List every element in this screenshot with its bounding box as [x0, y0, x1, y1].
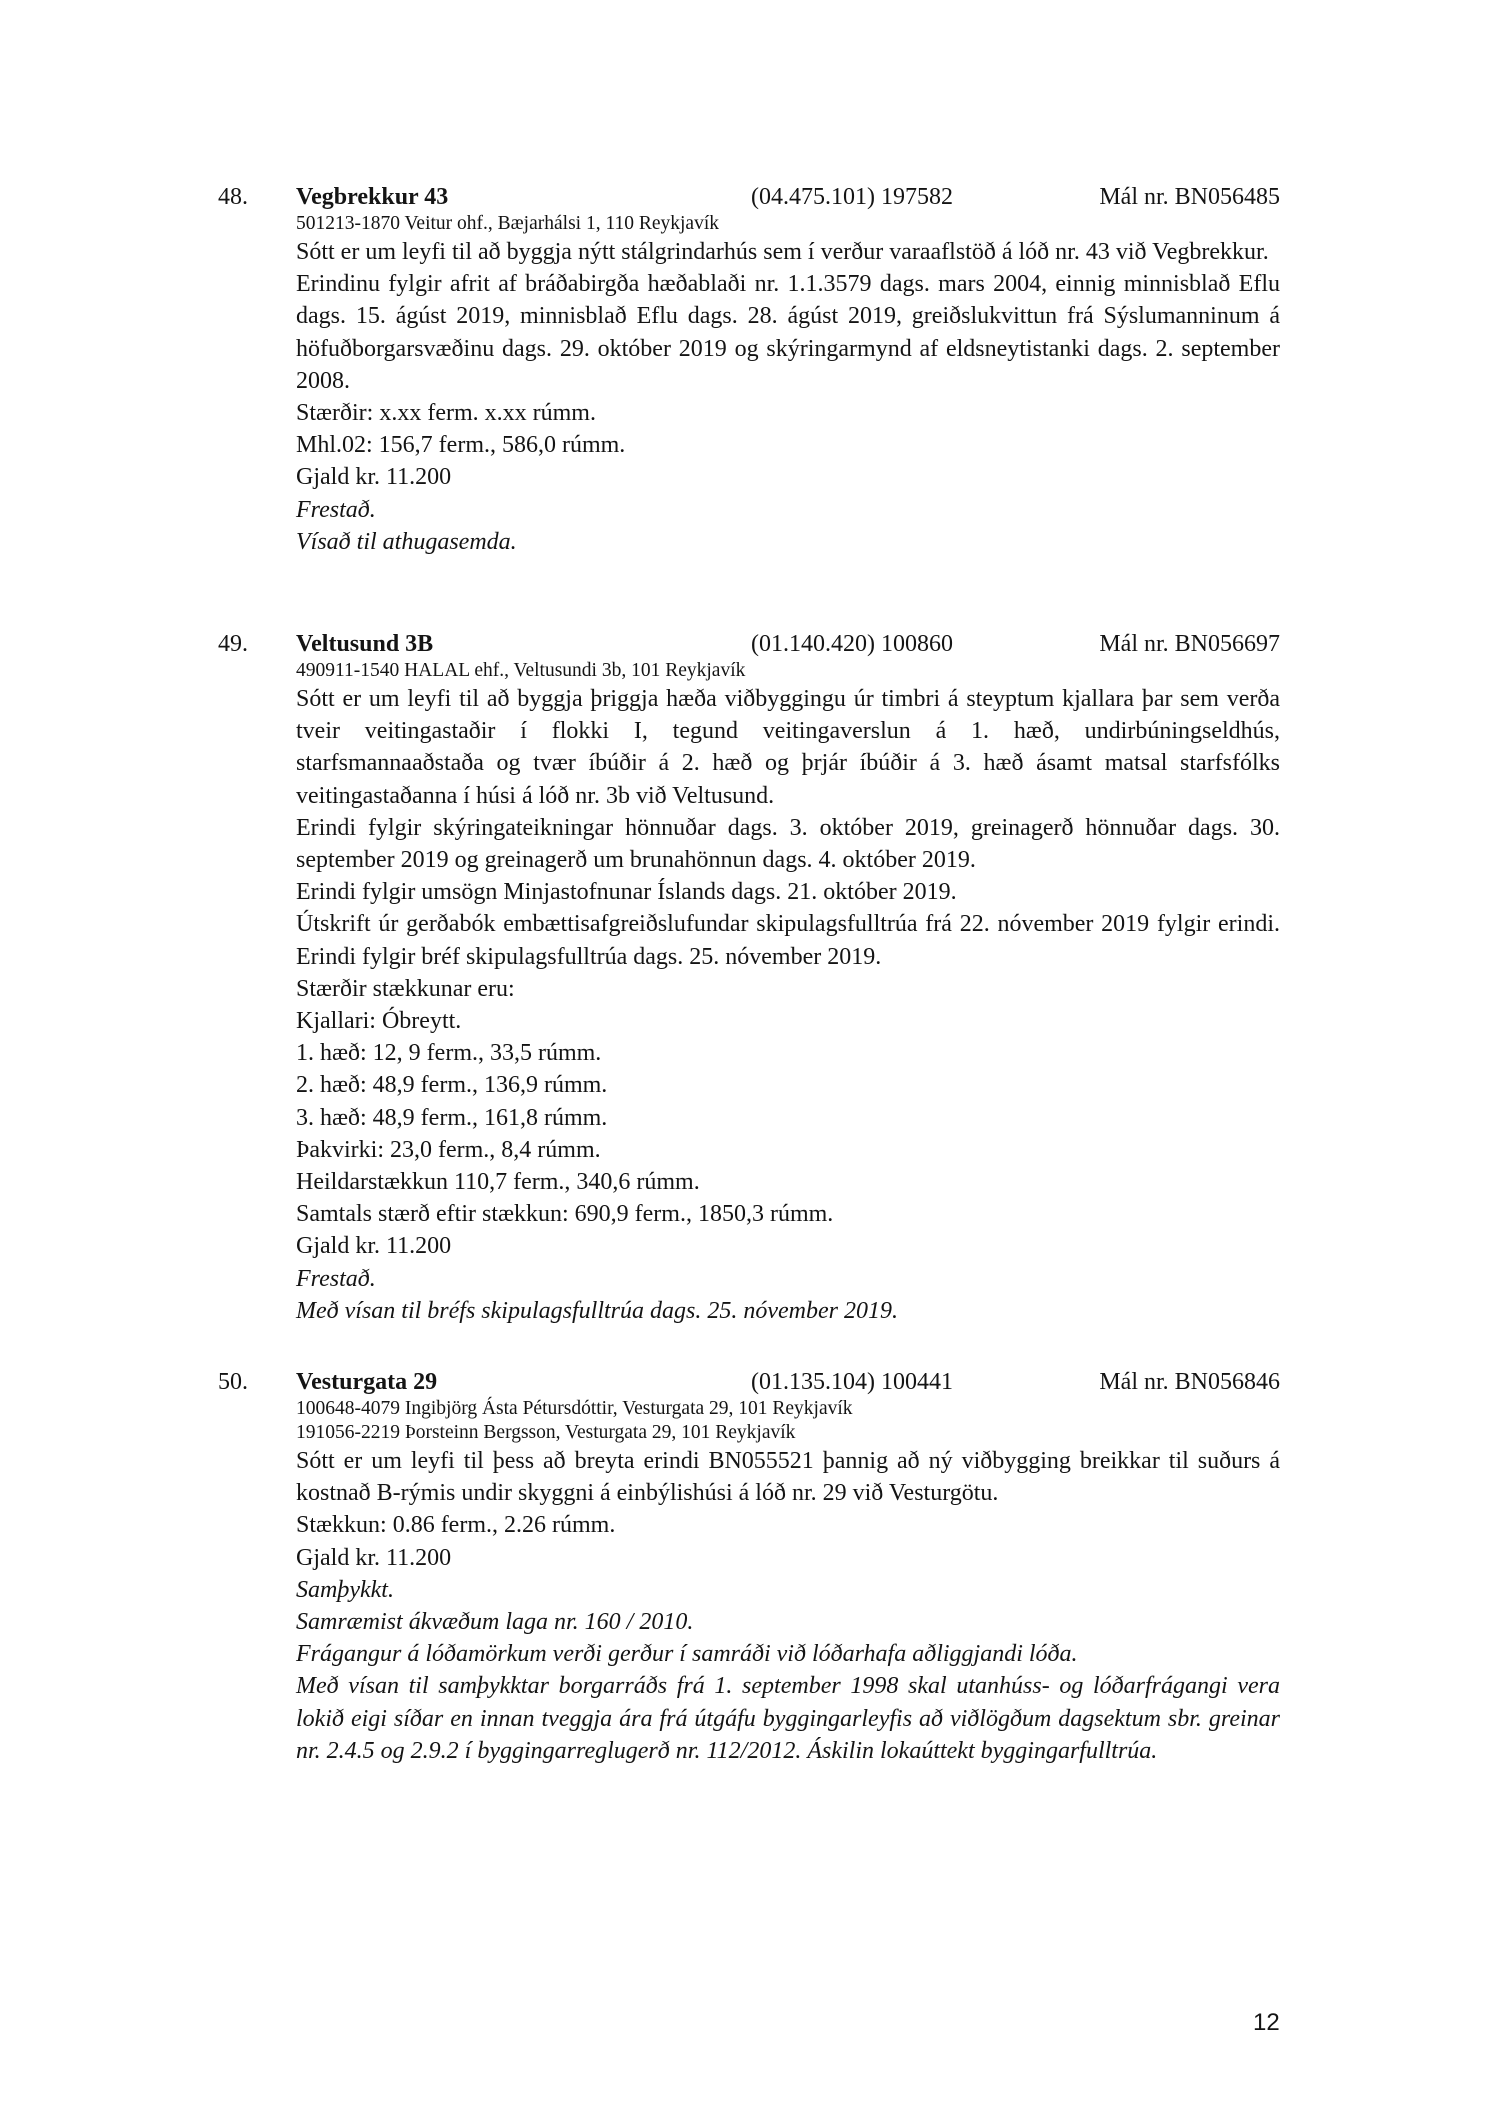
- applicant: 191056-2219 Þorsteinn Bergsson, Vesturgata 29, 101 Reykjavík: [296, 1422, 796, 1443]
- case-sizes: Stærðir: x.xx ferm. x.xx rúmm.: [296, 400, 596, 427]
- case-decision-note: Frágangur á lóðamörkum verði gerður í samráði við lóðarhafa aðliggjandi lóða.: [296, 1641, 1078, 1668]
- case-fee: Gjald kr. 11.200: [296, 464, 452, 491]
- case-mal-number: Mál nr. BN056485: [1099, 184, 1280, 210]
- case-land-code: (04.475.101) 197582: [751, 184, 953, 210]
- case-fee: Gjald kr. 11.200: [296, 1544, 452, 1571]
- case-land-code: (01.140.420) 100860: [751, 631, 953, 657]
- case-attachment-minjastofnun: Erindi fylgir umsögn Minjastofnunar Íslands dags. 21. október 2019.: [296, 879, 957, 906]
- case-size-line: Kjallari: Óbreytt.: [296, 1008, 462, 1035]
- applicant: 490911-1540 HALAL ehf., Veltusundi 3b, 101 Reykjavík: [296, 660, 746, 681]
- case-number: 48.: [218, 184, 248, 210]
- case-mhl: Mhl.02: 156,7 ferm., 586,0 rúmm.: [296, 432, 626, 459]
- case-entry-48: [218, 182, 1280, 558]
- case-decision: Samþykkt.: [296, 1576, 394, 1603]
- case-mal-number: Mál nr. BN056697: [1099, 631, 1280, 657]
- case-size-total: Heildarstækkun 110,7 ferm., 340,6 rúmm.: [296, 1169, 700, 1196]
- case-size-line: 3. hæð: 48,9 ferm., 161,8 rúmm.: [296, 1104, 608, 1131]
- case-attachments: Erindi fylgir skýringateikningar hönnuðar dags. 3. október 2019, greinagerð hönnuðar dags. 30. september 2019 og greinagerð um brunahönnun dags. 4. október 2019.: [296, 814, 1280, 874]
- case-attachments: Erindinu fylgir afrit af bráðabirgða hæðablaði nr. 1.1.3579 dags. mars 2004, einnig minnisblað Eflu dags. 15. ágúst 2019, minnisblað Eflu dags. 28. ágúst 2019, greiðslukvittun frá Sýslumanninum á höfuðborgarsvæðinu dags. 29. október 2019 og skýringarmynd af eldsneytistanki dags. 2. september 2008.: [296, 271, 1280, 394]
- case-size-line: 2. hæð: 48,9 ferm., 136,9 rúmm.: [296, 1072, 608, 1099]
- case-decision: Frestað.: [296, 1265, 376, 1292]
- case-mal-number: Mál nr. BN056846: [1099, 1369, 1280, 1395]
- case-body: [296, 212, 1280, 558]
- case-address: Veltusund 3B: [296, 631, 434, 657]
- case-decision-note: Með vísan til bréfs skipulagsfulltrúa dags. 25. nóvember 2019.: [296, 1297, 898, 1324]
- case-description: Sótt er um leyfi til þess að breyta erindi BN055521 þannig að ný viðbygging breikkar til suðurs á kostnað B-rýmis undir skyggni á einbýlishúsi á lóð nr. 29 við Vesturgötu.: [296, 1448, 1280, 1507]
- case-address: Vegbrekkur 43: [296, 184, 449, 210]
- case-address: Vesturgata 29: [296, 1369, 438, 1395]
- case-land-code: (01.135.104) 100441: [751, 1369, 953, 1395]
- applicant: 501213-1870 Veitur ohf., Bæjarhálsi 1, 110 Reykjavík: [296, 213, 720, 234]
- case-extract: Útskrift úr gerðabók embættisafgreiðslufundar skipulagsfulltrúa frá 22. nóvember 2019 fylgir erindi. Erindi fylgir bréf skipulagsfulltrúa dags. 25. nóvember 2019.: [296, 911, 1280, 970]
- case-description: Sótt er um leyfi til að byggja nýtt stálgrindarhús sem í verður varaaflstöð á lóð nr. 43 við Vegbrekkur.: [296, 239, 1269, 265]
- case-header: [218, 629, 1280, 659]
- case-number: 50.: [218, 1369, 248, 1395]
- case-body: [296, 1397, 1280, 1767]
- case-description: Sótt er um leyfi til að byggja þriggja hæða viðbyggingu úr timbri á steyptum kjallara þar sem verða tveir veitingastaðir í flokki I, tegund veitingaverslun á 1. hæð, undirbúningseldhús, starfsmannaaðstaða og tvær íbúðir á 2. hæð og þrjár íbúðir á 3. hæð ásamt matsal starfsfólks veitingastaðanna í húsi á lóð nr. 3b við Veltusund.: [296, 686, 1280, 809]
- case-header: [218, 182, 1280, 212]
- case-fee: Gjald kr. 11.200: [296, 1233, 452, 1260]
- case-number: 49.: [218, 631, 248, 657]
- case-decision-note: Með vísan til samþykktar borgarráðs frá 1. september 1998 skal utanhúss- og lóðarfrágangi vera lokið eigi síðar en innan tveggja ára frá útgáfu byggingarleyfis að viðlögðum dagsektum sbr. greinar nr. 2.4.5 og 2.9.2 í byggingarreglugerð nr. 112/2012. Áskilin lokaúttekt byggingarfulltrúa.: [296, 1673, 1280, 1764]
- case-decision: Frestað.: [296, 496, 376, 523]
- page-number: 12: [1253, 2009, 1280, 2036]
- case-body: [296, 659, 1280, 1327]
- case-size-line: Þakvirki: 23,0 ferm., 8,4 rúmm.: [296, 1136, 601, 1163]
- case-entry-50: [218, 1367, 1280, 1767]
- case-size-after: Samtals stærð eftir stækkun: 690,9 ferm., 1850,3 rúmm.: [296, 1201, 834, 1228]
- case-decision-note: Samræmist ákvæðum laga nr. 160 / 2010.: [296, 1609, 694, 1636]
- case-sizes-heading: Stærðir stækkunar eru:: [296, 975, 515, 1002]
- case-entry-49: [218, 629, 1280, 1327]
- case-decision-note: Vísað til athugasemda.: [296, 528, 517, 555]
- case-header: [218, 1367, 1280, 1397]
- case-size-line: 1. hæð: 12, 9 ferm., 33,5 rúmm.: [296, 1040, 602, 1067]
- case-expansion: Stækkun: 0.86 ferm., 2.26 rúmm.: [296, 1512, 616, 1539]
- applicant: 100648-4079 Ingibjörg Ásta Pétursdóttir, Vesturgata 29, 101 Reykjavík: [296, 1398, 853, 1419]
